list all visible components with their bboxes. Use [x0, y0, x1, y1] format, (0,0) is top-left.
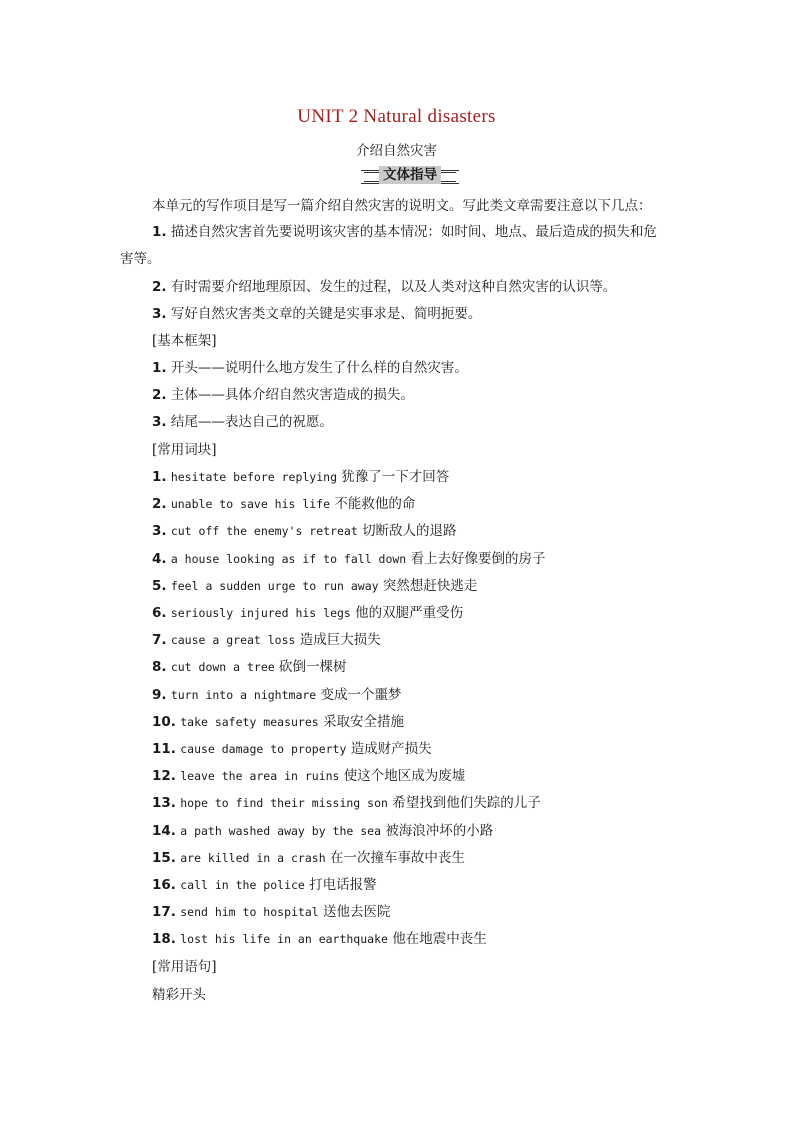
phrase-number: 10.	[152, 713, 176, 730]
phrase-chinese: 造成财产损失	[350, 741, 432, 757]
phrase-item	[152, 740, 432, 758]
phrase-english: seriously injured his legs	[170, 606, 351, 620]
item-number: 3.	[152, 414, 167, 430]
section-label: 文体指导	[379, 166, 441, 184]
phrase-item	[152, 903, 391, 921]
item-number: 2.	[152, 387, 167, 403]
phrase-chinese: 使这个地区成为废墟	[343, 768, 466, 785]
phrase-item	[152, 822, 493, 840]
point-3	[152, 305, 481, 323]
item-text: 结尾——表达自己的祝愿。	[170, 414, 333, 430]
phrase-chinese: 打电话报警	[309, 877, 377, 893]
phrase-item	[152, 686, 402, 704]
phrase-chinese: 不能救他的命	[334, 496, 416, 513]
phrase-chinese: 犹豫了一下才回答	[341, 469, 450, 485]
phrase-number: 17.	[152, 904, 176, 921]
phrase-english: a path washed away by the sea	[180, 823, 382, 838]
phrase-item	[152, 604, 463, 622]
item-text: 开头——说明什么地方发生了什么样的自然灾害。	[170, 360, 468, 376]
phrase-number: 3.	[152, 523, 167, 540]
phrase-english: are killed in a crash	[180, 850, 326, 865]
phrase-number: 5.	[152, 577, 167, 594]
phrase-english: hesitate before replying	[170, 470, 337, 484]
point-1	[152, 223, 657, 241]
phrase-number: 11.	[152, 741, 176, 757]
sentences-heading: [常用语句]	[152, 959, 217, 975]
phrase-english: hope to find their missing son	[180, 796, 388, 811]
framework-item	[152, 359, 468, 377]
phrase-chinese: 切断敌人的退路	[362, 523, 457, 540]
phrase-number: 6.	[152, 605, 167, 621]
phrase-english: cut down a tree	[170, 660, 275, 675]
phrase-number: 15.	[152, 849, 176, 866]
phrase-number: 9.	[152, 686, 167, 703]
phrase-number: 4.	[152, 550, 167, 567]
phrase-number: 12.	[152, 768, 176, 785]
phrase-item	[152, 713, 404, 731]
point-number: 3.	[152, 306, 167, 322]
phrase-item	[152, 849, 465, 867]
phrase-english: turn into a nightmare	[170, 687, 317, 702]
phrase-item	[152, 522, 457, 540]
phrase-chinese: 被海浪冲坏的小路	[385, 822, 494, 839]
phrase-chinese: 采取安全措施	[323, 713, 404, 730]
phrase-english: cut off the enemy's retreat	[170, 524, 358, 539]
phrase-item	[152, 495, 415, 513]
phrase-english: send him to hospital	[180, 905, 319, 920]
phrase-chinese: 送他去医院	[323, 904, 391, 921]
document-title: UNIT 2 Natural disasters	[297, 106, 496, 127]
phrase-english: cause a great loss	[170, 633, 296, 648]
phrase-number: 13.	[152, 795, 176, 812]
framework-heading: [基本框架]	[152, 333, 217, 349]
point-number: 2.	[152, 279, 167, 295]
phrase-item	[152, 930, 487, 948]
phrase-number: 16.	[152, 877, 176, 893]
phrase-chinese: 希望找到他们失踪的儿子	[392, 795, 541, 812]
phrase-chinese: 变成一个噩梦	[320, 686, 402, 703]
phrase-number: 1.	[152, 469, 167, 485]
phrase-english: unable to save his life	[170, 497, 331, 512]
opening-heading: 精彩开头	[152, 987, 206, 1003]
phrase-number: 7.	[152, 632, 167, 649]
phrase-item	[152, 577, 477, 595]
point-1-continued: 害等。	[120, 251, 161, 267]
phrase-item	[152, 550, 546, 568]
phrase-chinese: 突然想赶快逃走	[382, 577, 478, 594]
framework-item	[152, 413, 333, 431]
phrase-number: 2.	[152, 496, 167, 513]
point-text: 有时需要介绍地理原因、发生的过程，以及人类对这种自然灾害的认识等。	[170, 279, 617, 295]
phrase-chinese: 看上去好像要倒的房子	[410, 550, 546, 567]
point-2	[152, 278, 616, 296]
phrase-number: 14.	[152, 822, 176, 839]
phrases-heading: [常用词块]	[152, 442, 217, 458]
phrase-chinese: 他在地震中丧生	[392, 931, 487, 948]
phrase-chinese: 他的双腿严重受伤	[355, 605, 464, 621]
item-text: 主体——具体介绍自然灾害造成的损失。	[170, 387, 414, 403]
point-text: 写好自然灾害类文章的关键是实事求是、简明扼要。	[170, 306, 482, 322]
phrase-chinese: 造成巨大损失	[299, 632, 381, 649]
phrase-item	[152, 767, 465, 785]
phrase-item	[152, 658, 346, 676]
document-subtitle: 介绍自然灾害	[356, 143, 437, 159]
section-banner	[361, 166, 459, 184]
phrase-chinese: 在一次撞车事故中丧生	[329, 849, 465, 866]
phrase-english: call in the police	[180, 878, 305, 892]
framework-item	[152, 386, 414, 404]
phrase-english: take safety measures	[180, 714, 319, 729]
phrase-english: cause damage to property	[180, 742, 347, 756]
phrase-english: lost his life in an earthquake	[180, 932, 388, 947]
phrase-number: 18.	[152, 931, 176, 948]
phrase-item	[152, 631, 381, 649]
phrase-english: leave the area in ruins	[180, 769, 340, 784]
phrase-english: feel a sudden urge to run away	[170, 578, 379, 593]
phrase-chinese: 砍倒一棵树	[278, 659, 347, 676]
phrase-item	[152, 468, 449, 486]
phrase-english: a house looking as if to fall down	[170, 551, 407, 566]
phrase-item	[152, 794, 541, 812]
point-number: 1.	[152, 224, 167, 240]
phrase-item	[152, 876, 377, 894]
intro-paragraph: 本单元的写作项目是写一篇介绍自然灾害的说明文。写此类文章需要注意以下几点：	[152, 198, 652, 214]
point-text: 描述自然灾害首先要说明该灾害的基本情况：如时间、地点、最后造成的损失和危	[170, 224, 657, 240]
item-number: 1.	[152, 360, 167, 376]
phrase-number: 8.	[152, 659, 167, 676]
